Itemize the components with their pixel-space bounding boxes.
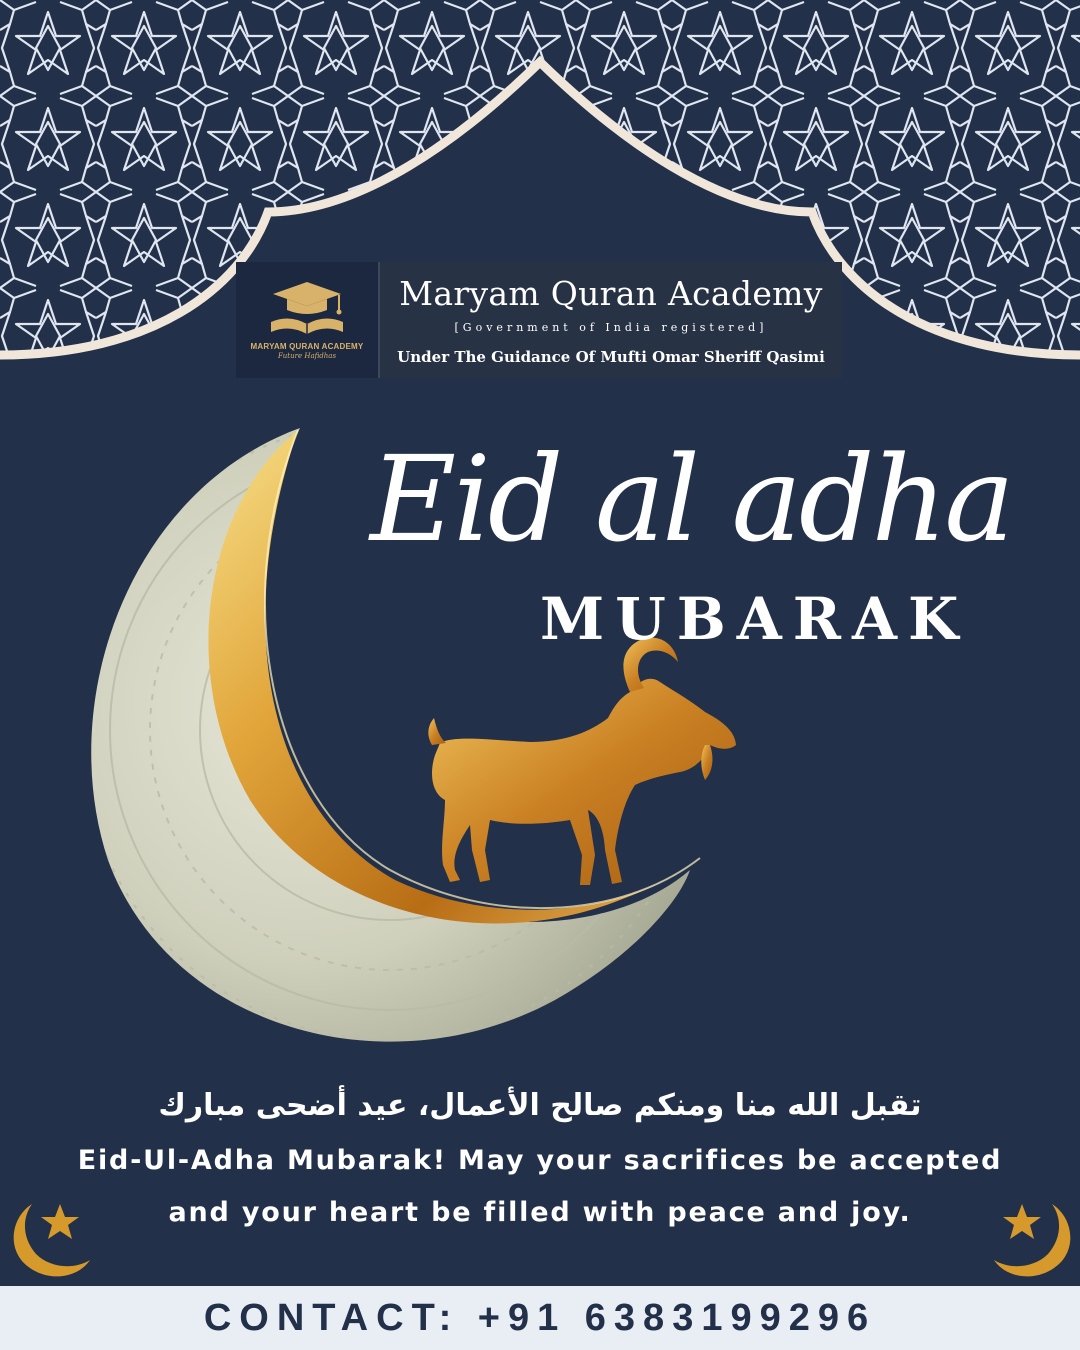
graduation-book-icon <box>261 280 353 338</box>
crescent-star-icon <box>8 1194 98 1284</box>
arabic-greeting: تقبل الله منا ومنكم صالح الأعمال، عيد أضحى مبارك <box>158 1088 922 1123</box>
academy-header <box>236 262 842 378</box>
mubarak-subtitle: MUBARAK <box>540 585 970 653</box>
academy-guidance: Under The Guidance Of Mufti Omar Sheriff Qasimi <box>397 348 825 366</box>
eid-title: Eid al adha <box>370 430 1012 568</box>
greeting-line-2: and your heart be filled with peace and joy. <box>168 1197 912 1228</box>
contact-phone[interactable]: CONTACT: +91 6383199296 <box>203 1296 877 1339</box>
academy-title: Maryam Quran Academy <box>399 274 823 313</box>
goat-icon <box>428 638 736 885</box>
greeting-line-1: Eid-Ul-Adha Mubarak! May your sacrifices be accepted <box>77 1145 1003 1176</box>
crescent-star-icon <box>986 1194 1076 1284</box>
contact-bar <box>0 1286 1080 1350</box>
logo-name: MARYAM QURAN ACADEMY <box>250 342 364 351</box>
academy-info <box>380 262 842 378</box>
academy-registration: [Government of India registered] <box>454 321 768 334</box>
logo-tagline: Future Hafidhas <box>277 352 337 360</box>
academy-logo <box>236 262 380 378</box>
